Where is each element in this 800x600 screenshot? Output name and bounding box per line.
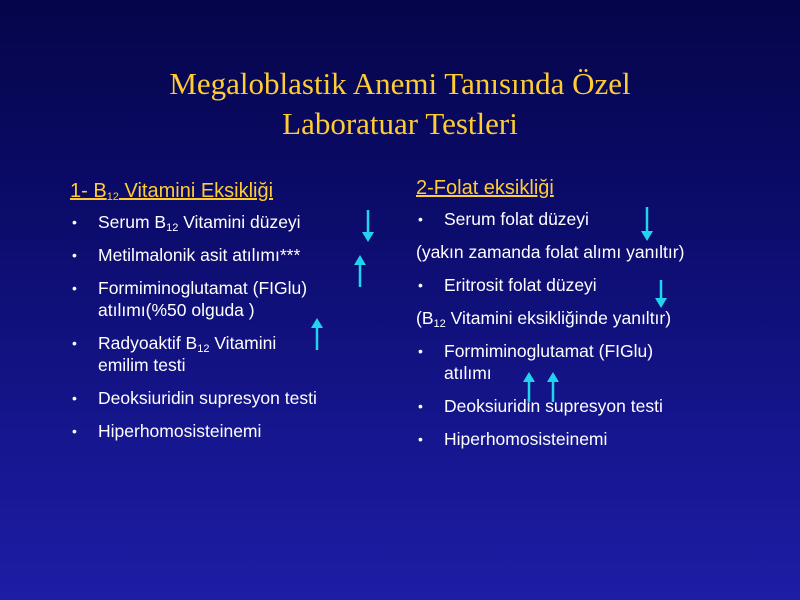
list-item: • Metilmalonik asit atılımı*** — [72, 245, 301, 265]
title-line-2: Laboratuar Testleri — [282, 106, 518, 141]
list-item: • Formiminoglutamat (FIGlu) atılımı — [418, 341, 654, 383]
up-arrow-icon — [311, 318, 323, 350]
up-arrow-icon — [547, 372, 559, 402]
down-arrow-icon — [655, 280, 667, 308]
slide-title — [0, 64, 800, 144]
list-item: • Formiminoglutamat (FIGlu) atılımı(%50 olguda ) — [72, 278, 308, 320]
list-item: • Hiperhomosisteinemi — [72, 421, 262, 441]
title-line-1: Megaloblastik Anemi Tanısında Özel — [169, 66, 631, 101]
down-arrow-icon — [641, 207, 653, 241]
left-column — [70, 180, 390, 453]
list-item: • Hiperhomosisteinemi — [418, 429, 608, 449]
note-text: (yakın zamanda folat alımı yanıltır) — [416, 242, 685, 262]
up-arrow-icon — [354, 255, 366, 287]
right-column — [416, 177, 786, 461]
list-item: • Deoksiuridin supresyon testi — [72, 388, 317, 408]
right-heading: 2-Folat eksikliği — [416, 177, 554, 199]
list-item: • Deoksiuridin supresyon testi — [418, 396, 663, 416]
list-item: • Serum $B_{12}$ Vitamini düzeyi — [72, 212, 301, 234]
up-arrow-icon — [523, 372, 535, 402]
left-heading: 1- $B_{12}$ Vitamini Eksikliği — [70, 180, 274, 203]
list-item: • Eritrosit folat düzeyi — [418, 275, 597, 295]
list-item: • Serum folat düzeyi — [418, 209, 589, 229]
list-item: • Radyoaktif $B_{12}$ Vitamini emilim testi — [72, 333, 277, 375]
down-arrow-icon — [362, 210, 374, 242]
note-text: ($B_{12}$ Vitamini eksikliğinde yanıltır) — [416, 308, 672, 330]
